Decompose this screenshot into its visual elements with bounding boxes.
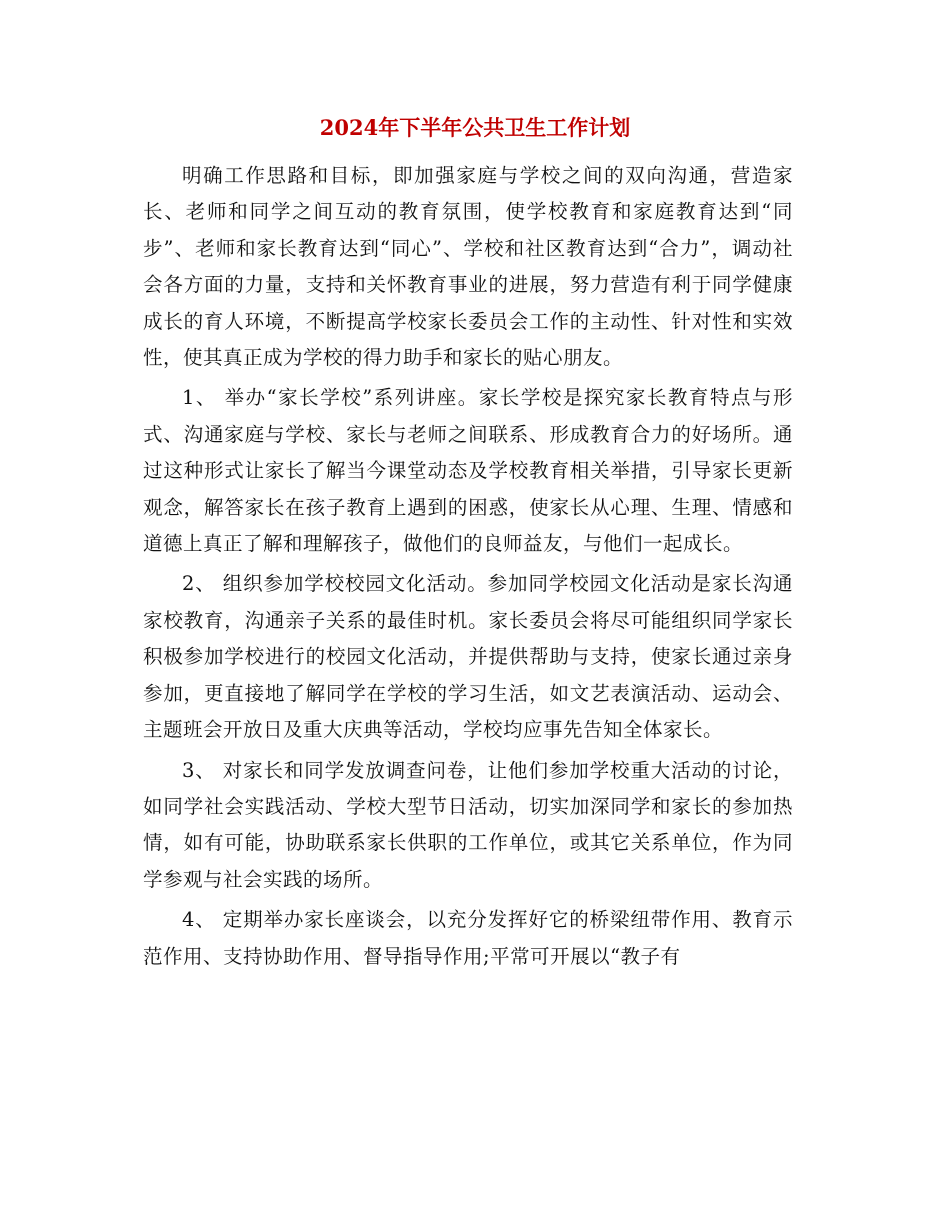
paragraph-item-4: 4、 定期举办家长座谈会，以充分发挥好它的桥梁纽带作用、教育示范作用、支持协助作用、督导指导作用;平常可开展以“教子有 — [143, 908, 793, 968]
document-title: 2024年下半年公共卫生工作计划 — [319, 115, 631, 140]
paragraph-intro: 明确工作思路和目标，即加强家庭与学校之间的双向沟通，营造家长、老师和同学之间互动的教育氛围，使学校教育和家庭教育达到“同步”、老师和家长教育达到“同心”、学校和社区教育达到“合力”，调动社会各方面的力量，支持和关怀教育事业的进展，努力营造有利于同学健康成长的育人环境，不断提高学校家长委员会工作的主动性、针对性和实效性，使其真正成为学校的得力助手和家长的贴心朋友。 — [143, 164, 793, 370]
document-body — [143, 158, 793, 979]
paragraph-item-1: 1、 举办“家长学校”系列讲座。家长学校是探究家长教育特点与形式、沟通家庭与学校、家长与老师之间联系、形成教育合力的好场所。通过这种形式让家长了解当今课堂动态及学校教育相关举措，引导家长更新观念，解答家长在孩子教育上遇到的困惑，使家长从心理、生理、情感和道德上真正了解和理解孩子，做他们的良师益友，与他们一起成长。 — [143, 386, 793, 556]
paragraph-item-3: 3、 对家长和同学发放调查问卷，让他们参加学校重大活动的讨论，如同学社会实践活动、学校大型节日活动，切实加深同学和家长的参加热情，如有可能，协助联系家长供职的工作单位，或其它关系单位，作为同学参观与社会实践的场所。 — [143, 758, 793, 891]
paragraph-item-2: 2、 组织参加学校校园文化活动。参加同学校园文化活动是家长沟通家校教育，沟通亲子关系的最佳时机。家长委员会将尽可能组织同学家长积极参加学校进行的校园文化活动，并提供帮助与支持，使家长通过亲身参加，更直接地了解同学在学校的学习生活，如文艺表演活动、运动会、主题班会开放日及重大庆典等活动，学校均应事先告知全体家长。 — [143, 572, 793, 742]
